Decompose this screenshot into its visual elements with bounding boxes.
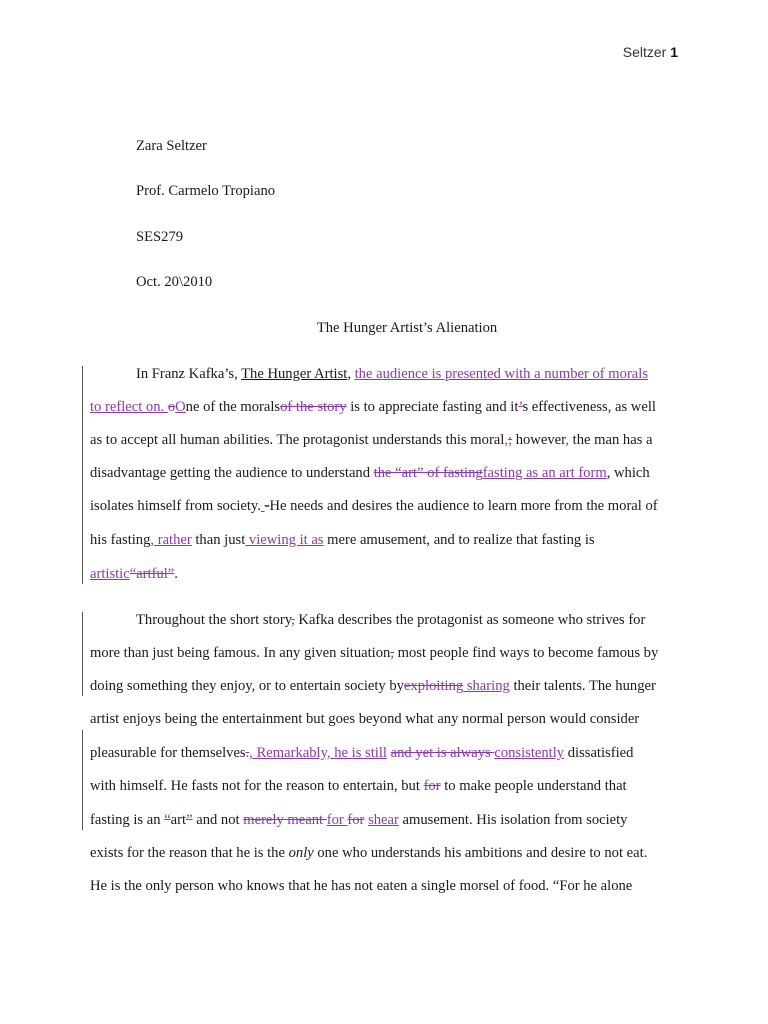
- text: however: [512, 432, 566, 448]
- text: exists for the reason that he is the: [90, 845, 289, 861]
- text: his fasting: [90, 532, 151, 548]
- inserted-text: , Remarkably, he is still: [249, 745, 387, 761]
- header-name: Seltzer: [622, 44, 667, 60]
- inserted-text: shear: [368, 812, 399, 828]
- inserted-text: fasting as an art form: [482, 465, 607, 481]
- text: dissatisfied: [564, 745, 634, 761]
- deleted-text: and yet is always: [390, 745, 495, 761]
- paragraph-2-line-8: [90, 843, 690, 863]
- text: is to appreciate fasting and it: [346, 399, 519, 415]
- text: more than just being famous. In any given situation: [90, 645, 391, 661]
- page-number: 1: [670, 44, 678, 60]
- text: Kafka describes the protagonist as someone who strives for: [294, 612, 646, 628]
- deleted-text: ;: [508, 432, 513, 448]
- text: ne of the morals: [185, 399, 281, 415]
- text: disadvantage getting the audience to understand: [90, 465, 374, 481]
- text: doing something they enjoy, or to entertain society by: [90, 678, 404, 694]
- paragraph-1-line-1: [136, 364, 696, 384]
- paragraph-2-line-3: [90, 676, 690, 696]
- inserted-text: to reflect on.: [90, 399, 168, 415]
- paragraph-2-line-1: [136, 610, 696, 630]
- deleted-text: ,: [291, 612, 295, 628]
- text: the man has a: [569, 432, 653, 448]
- essay-title: The Hunger Artist’s Alienation: [316, 320, 498, 336]
- text: most people find ways to become famous by: [394, 645, 659, 661]
- paragraph-1-line-3: [90, 430, 690, 450]
- paragraph-2-line-2: [90, 643, 690, 663]
- deleted-text: for: [423, 778, 441, 794]
- change-bar: [82, 366, 83, 584]
- inserted-text: consistently: [494, 745, 565, 761]
- inserted-text: ,: [504, 432, 508, 448]
- text: isolates himself from society.: [90, 498, 261, 514]
- text: than just: [191, 532, 246, 548]
- text: amusement. His isolation from society: [398, 812, 628, 828]
- inserted-text: viewing it as: [245, 532, 324, 548]
- text: their talents. The hunger: [509, 678, 656, 694]
- professor-name: Prof. Carmelo Tropiano: [136, 183, 276, 199]
- inserted-text: , rather: [150, 532, 192, 548]
- deleted-text: .: [245, 745, 250, 761]
- deleted-text: the “art” of fasting: [373, 465, 483, 481]
- text: one who understands his ambitions and desire to not eat.: [313, 845, 648, 861]
- deleted-text: for: [347, 812, 365, 828]
- paragraph-2-line-7: [90, 810, 690, 830]
- deleted-text: “artful”: [129, 566, 175, 582]
- text: In Franz Kafka’s,: [136, 366, 242, 382]
- text: , which: [606, 465, 650, 481]
- text: to make people understand that: [440, 778, 627, 794]
- deleted-text: ”: [186, 812, 193, 828]
- text: .: [174, 566, 178, 582]
- text: mere amusement, and to realize that fasting is: [323, 532, 595, 548]
- inserted-text: for: [326, 812, 348, 828]
- deleted-text: ,: [390, 645, 394, 661]
- deleted-text: o: [167, 399, 176, 415]
- date: Oct. 20\2010: [136, 274, 213, 290]
- paragraph-1-line-2: [90, 397, 690, 417]
- change-bar: [82, 730, 83, 830]
- deleted-text: of the story: [280, 399, 347, 415]
- deleted-text: ’: [518, 399, 523, 415]
- text: ,: [347, 366, 355, 382]
- text: and not: [192, 812, 244, 828]
- text: art: [170, 812, 187, 828]
- inserted-text: O: [175, 399, 186, 415]
- paragraph-1-line-6: [90, 530, 690, 550]
- course-code: SES279: [136, 229, 184, 245]
- change-bar: [82, 612, 83, 696]
- text: with himself. He fasts not for the reason to entertain, but: [90, 778, 424, 794]
- paragraph-2-line-5: [90, 743, 690, 763]
- book-title: The Hunger Artist: [241, 366, 348, 382]
- text: He needs and desires the audience to learn more from the moral of: [269, 498, 658, 514]
- paragraph-1-line-7: [90, 564, 690, 584]
- text: as to accept all human abilities. The protagonist understands this moral: [90, 432, 505, 448]
- paragraph-1-line-4: [90, 463, 690, 483]
- paragraph-1-line-5: [90, 496, 690, 516]
- deleted-text: -: [264, 498, 270, 514]
- text: fasting is an: [90, 812, 165, 828]
- deleted-text: exploiting: [403, 678, 464, 694]
- student-name: Zara Seltzer: [136, 138, 207, 154]
- page-header: [623, 44, 678, 60]
- inserted-text: sharing: [463, 678, 510, 694]
- inserted-text: ,: [565, 432, 570, 448]
- text: s effectiveness, as well: [522, 399, 656, 415]
- emphasis: only: [288, 845, 314, 861]
- deleted-text: “: [164, 812, 171, 828]
- text: Throughout the short story: [136, 612, 292, 628]
- text: pleasurable for themselves: [90, 745, 246, 761]
- inserted-text: the audience is presented with a number of morals: [354, 366, 649, 382]
- deleted-text: merely meant: [243, 812, 327, 828]
- paragraph-2-line-9: He is the only person who knows that he has not eaten a single morsel of food. “For he alone: [90, 878, 633, 894]
- paragraph-2-line-4: artist enjoys being the entertainment but goes beyond what any normal person would consider: [90, 711, 640, 727]
- paragraph-2-line-6: [90, 776, 690, 796]
- inserted-text: artistic: [90, 566, 130, 582]
